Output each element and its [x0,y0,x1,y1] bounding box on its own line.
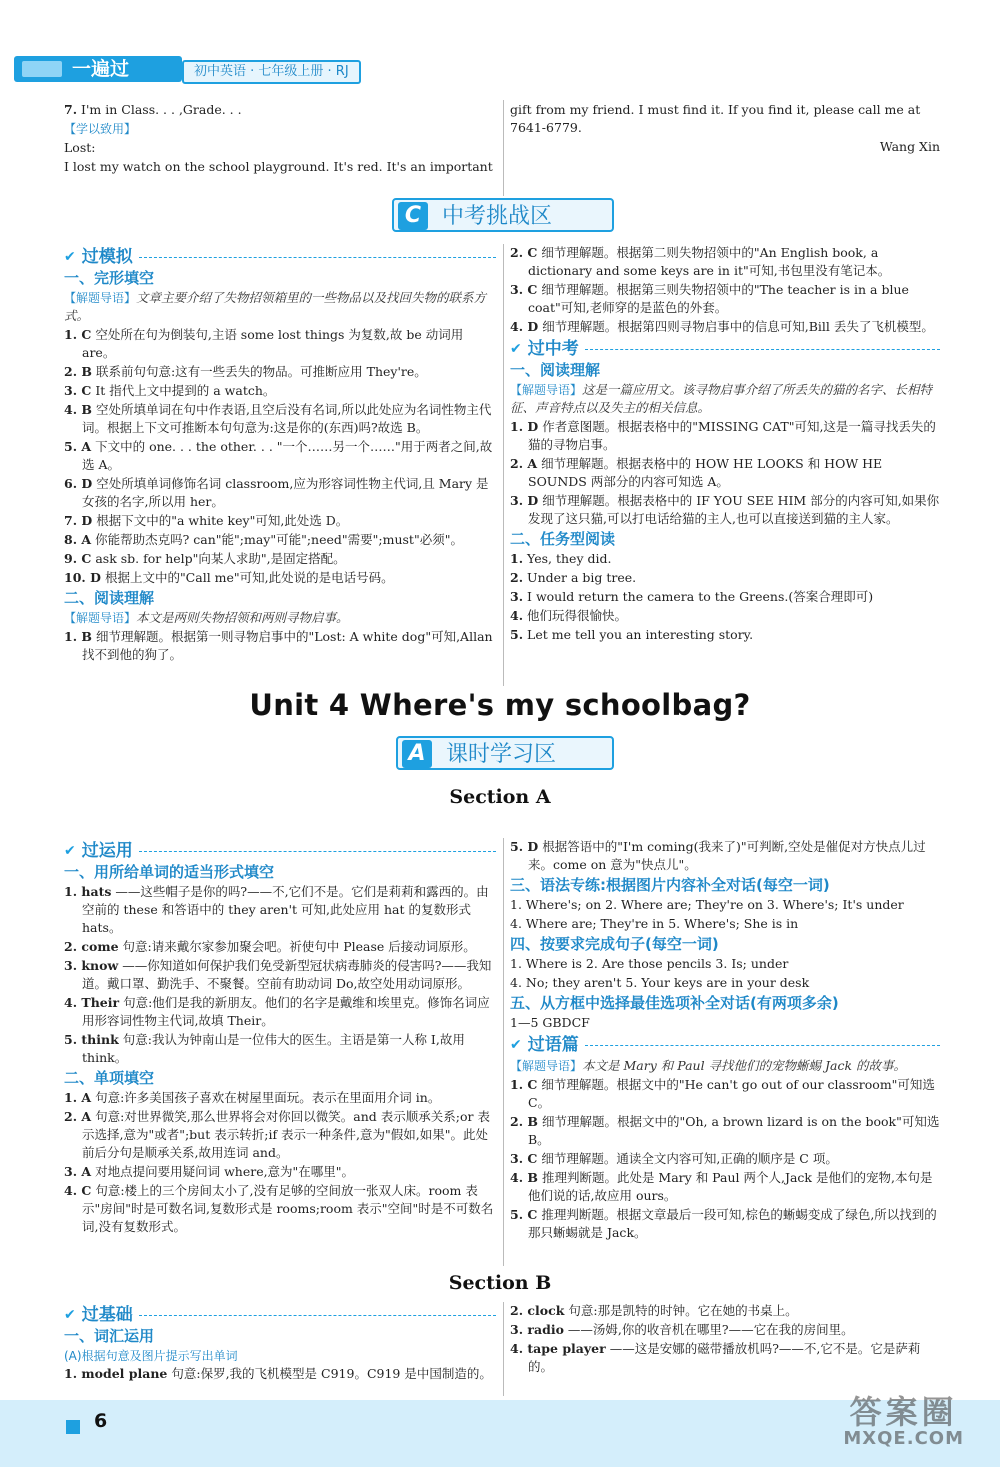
page-header [0,0,1000,90]
answer-text: 细节理解题。根据表格中的 IF YOU SEE HIM 部分的内容可知,如果你发现了这只猫,可以打电话给猫的主人,也可以直接送到猫的主人家。 [528,493,940,526]
answer-number: 4. B [510,1170,538,1185]
guide-paragraph [64,289,496,325]
answer-text: 句意:我认为钟南山是一位伟大的医生。主语是第一人称 I,故用 think。 [82,1032,465,1065]
column-divider [503,100,504,196]
footer-square-icon [66,1420,80,1434]
answer-number: 2. A [510,456,538,471]
answer-number: 10. D [64,570,101,585]
answer-number: 5. C [510,1207,538,1222]
sub-heading: 二、阅读理解 [64,589,155,607]
answer-number: 2. B [64,364,92,379]
site-watermark [843,1393,964,1449]
answer-text: 作者意图题。根据表格中的"MISSING CAT"可知,这是一篇寻找丢失的猫的寻物启事。 [528,419,936,452]
line-text: I'm in Class. . . ,Grade. . . [81,102,242,117]
brand-logo [14,56,182,82]
answer-item [64,938,496,956]
answer-item [64,550,496,568]
answer-item [510,569,940,587]
answer-item [510,1340,940,1376]
answer-text: 4. No; they aren't 5. Your keys are in your desk [510,975,810,990]
line-text: I lost my watch on the school playground. It's red. It's an important [64,159,493,174]
watermark-domain: MXQE.COM [843,1428,964,1449]
answer-text: ——汤姆,你的收音机在哪里?——它在我的房间里。 [567,1322,854,1337]
answer-number: 1. C [510,1077,538,1092]
answer-text: 你能帮助杰克吗? can"能";may"可能";need"需要";must"必须"。 [95,532,463,547]
answer-number: 3. know [64,958,119,973]
guide-tag: 【解题导语】 [510,383,583,397]
answer-text: 根据答语中的"I'm coming(我来了)"可判断,空处是催促对方快点儿过来。come on 意为"快点儿"。 [528,839,926,872]
zone-c-label: 中考挑战区 [442,204,553,229]
guide-tag: 【解题导语】 [510,1059,583,1073]
sub-heading: 一、阅读理解 [510,361,601,379]
answer-number: 3. C [510,282,538,297]
answer-item [64,957,496,993]
answer-text: 空处所在句为倒装句,主语 some lost things 为复数,故 be 动词用 are。 [82,327,464,360]
answer-text: 1. Where is 2. Are those pencils 3. Is; under [510,956,789,971]
section-heading [64,1306,496,1324]
section-a-title: Section A [449,786,551,808]
answer-item [510,588,940,606]
answer-item [64,1108,496,1162]
answer-item [510,550,940,568]
guide-text: 本文是 Mary 和 Paul 寻找他们的宠物蜥蜴 Jack 的故事。 [582,1058,907,1073]
text-line [64,158,496,176]
block2-left [64,838,496,1237]
answer-number: 1. A [64,1090,92,1105]
guide-tag: 【解题导语】 [64,291,137,305]
answer-text: It 指代上文中提到的 a watch。 [95,383,276,398]
answer-text: 句意:请来戴尔家参加聚会吧。祈使句中 Please 后接动词原形。 [122,939,476,954]
answer-text: 4. Where are; They're in 5. Where's; She is in [510,916,799,931]
answer-item [510,915,940,933]
answer-number: 3. [510,589,524,604]
column-divider [503,838,504,1266]
answer-number: 1. B [64,629,92,644]
section-heading [510,340,940,358]
section-heading-text: 过运用 [81,841,133,861]
section-heading-text: 过中考 [527,339,579,359]
answer-number: 1. hats [64,884,112,899]
answer-number: 2. C [510,245,538,260]
answer-number: 3. D [510,493,539,508]
line-text: Lost: [64,140,96,155]
guide-tag: 【解题导语】 [64,611,137,625]
block1-right [510,244,940,645]
answer-text: 下文中的 one. . . the other. . . "一个……另一个……"用于两者之间,故选 A。 [82,439,493,472]
answer-item [510,1014,940,1032]
answer-item [510,974,940,992]
answer-text: 细节理解题。根据第一则寻物启事中的"Lost: A white dog"可知,Allan 找不到他的狗了。 [82,629,493,662]
answer-text: 句意:楼上的三个房间太小了,没有足够的空间放一张双人床。room 表示"房间"时是可数名词,复数形式是 rooms;room 表示"空间"时是不可数名词,没有复数形式。 [82,1183,494,1234]
answer-number: 1. D [510,419,539,434]
answer-number: 1. model plane [64,1366,168,1381]
dashed-rule [139,851,496,852]
answer-text: 推理判断题。根据文章最后一段可知,棕色的蜥蜴变成了绿色,所以找到的那只蜥蜴就是 Jack。 [528,1207,937,1240]
answer-number: 5. think [64,1032,119,1047]
answer-text: 句意:许多美国孩子喜欢在树屋里面玩。表示在里面用介词 in。 [95,1090,441,1105]
zone-c-letter: C [398,202,428,230]
answer-text: ask sb. for help"向某人求助",是固定搭配。 [95,551,346,566]
answer-item [64,1182,496,1236]
top-left-column [64,101,496,177]
check-icon: ✔ [64,1307,76,1323]
answer-text: ——你知道如何保护我们免受新型冠状病毒肺炎的侵害吗?——我知道。戴口罩、勤洗手、不聚餐。空前有助动词 Do,故空处用动词原形。 [82,958,492,991]
answer-number: 7. D [64,513,93,528]
answer-text: 1—5 GBDCF [510,1015,590,1030]
answer-text: 空处所填单词在句中作表语,且空后没有名词,所以此处应为名词性物主代词。根据上下文可推断本句句意为:这是你的(东西)吗?故选 B。 [82,402,492,435]
dashed-rule [585,1045,940,1046]
answer-text: 细节理解题。根据第三则失物招领中的"The teacher is in a blue coat"可知,老师穿的是蓝色的外套。 [528,282,909,315]
answer-number: 5. [510,627,524,642]
answer-text: Let me tell you an interesting story. [527,627,754,642]
answer-text: 推理判断题。此处是 Mary 和 Paul 两个人,Jack 是他们的宠物,本句是他们说的话,故应用 ours。 [528,1170,933,1203]
answer-text: Under a big tree. [527,570,637,585]
dashed-rule [139,257,496,258]
answer-text: ——这些帽子是你的吗?——不,它们不是。它们是莉莉和露西的。由空前的 these 和答语中的 they aren't 可知,此处应用 hat 的复数形式 hats。 [82,884,489,935]
answer-number: 3. C [510,1151,538,1166]
guide-paragraph [510,381,940,417]
section-heading-text: 过模拟 [81,247,133,267]
watermark-logo: 答案圈 [849,1393,958,1431]
answer-number: 2. clock [510,1303,565,1318]
unit-title: Unit 4 Where's my schoolbag? [249,688,751,722]
text-line [64,101,496,119]
answer-item [510,418,940,454]
apply-tag: 【学以致用】 [64,122,137,136]
answer-number: 2. B [510,1114,538,1129]
answer-number: 3. radio [510,1322,564,1337]
sub-heading: 一、完形填空 [64,269,155,287]
answer-text: 细节理解题。根据表格中的 HOW HE LOOKS 和 HOW HE SOUNDS 两部分的内容可知选 A。 [528,456,883,489]
check-icon: ✔ [64,249,76,265]
answer-item [510,1321,940,1339]
block2-right [510,838,940,1243]
check-icon: ✔ [510,341,522,357]
answer-number: 5. D [510,839,539,854]
answer-item [64,363,496,381]
answer-text: 根据上文中的"Call me"可知,此处说的是电话号码。 [104,570,394,585]
answer-item [64,1163,496,1181]
answer-item [64,628,496,664]
answer-text: 1. Where's; on 2. Where are; They're on 3. Where's; It's under [510,897,904,912]
block3-left [64,1302,496,1384]
answer-text: 空处所填单词修饰名词 classroom,应为形容词性物主代词,且 Mary 是女孩的名字,所以用 her。 [82,476,489,509]
answer-number: 6. D [64,476,93,491]
answer-item [64,1031,496,1067]
answer-number: 5. A [64,439,92,454]
answer-text: 细节理解题。根据第二则失物招领中的"An English book, a dictionary and some keys are in it"可知,书包里没有笔记本。 [528,245,891,278]
answer-item [510,1206,940,1242]
answer-item [510,492,940,528]
guide-text: 这是一篇应用文。该寻物启事介绍了所丢失的猫的名字、长相特征、声音特点以及失主的相关信息。 [510,382,933,415]
answer-number: 8. A [64,532,92,547]
answer-item [510,626,940,644]
section-b-title: Section B [448,1272,552,1294]
answer-number: 4. B [64,402,92,417]
answer-number: 3. A [64,1164,92,1179]
guide-text: 文章主要介绍了失物招领箱里的一些物品以及找回失物的联系方式。 [64,290,487,323]
sub-heading: 一、用所给单词的适当形式填空 [64,863,275,881]
top-right-column [510,101,940,157]
zone-a-banner [396,736,614,770]
section-heading-text: 过语篇 [527,1035,579,1055]
answer-number: 2. A [64,1109,92,1124]
answer-text: ——这是安娜的磁带播放机吗?——不,它不是。它是萨莉的。 [528,1341,921,1374]
answer-item [64,382,496,400]
zone-c-banner [392,198,614,232]
answer-number: 3. C [64,383,92,398]
answer-item [510,244,940,280]
answer-number: 4. C [64,1183,92,1198]
answer-number: 2. come [64,939,119,954]
answer-item [510,281,940,317]
answer-item [510,1076,940,1112]
sub-heading: 三、语法专练:根据图片内容补全对话(每空一词) [510,876,830,894]
answer-item [64,569,496,587]
logo-mark-icon [22,61,62,77]
answer-item [510,318,940,336]
answer-item [64,512,496,530]
dashed-rule [139,1315,496,1316]
answer-number: 4. D [510,319,539,334]
answer-item [64,326,496,362]
answer-item [510,1113,940,1149]
answer-item [510,1302,940,1320]
page-number: 6 [94,1410,108,1432]
dashed-rule [585,349,940,350]
answer-text: 细节理解题。通读全文内容可知,正确的顺序是 C 项。 [541,1151,838,1166]
section-heading [64,842,496,860]
text-line [64,139,496,157]
zone-a-letter: A [402,740,432,768]
section-heading [510,1036,940,1054]
answer-number: 1. C [64,327,92,342]
sub-heading: 一、词汇运用 [64,1327,155,1345]
answer-item [510,838,940,874]
text-line: gift from my friend. I must find it. If you find it, please call me at 7641-6779. [510,102,921,135]
answer-item [510,955,940,973]
block3-right [510,1302,940,1377]
answer-text: Yes, they did. [527,551,612,566]
answer-item [510,1169,940,1205]
answer-item [64,1089,496,1107]
logo-text: 一遍过 [72,58,130,80]
answer-item [64,438,496,474]
answer-item [64,994,496,1030]
answer-item [510,1150,940,1168]
answer-text: 句意:他们是我的新朋友。他们的名字是戴维和埃里克。修饰名词应用形容词性物主代词,故填 Their。 [82,995,490,1028]
answer-text: 细节理解题。根据文中的"He can't go out of our classroom"可知选 C。 [528,1077,935,1110]
check-icon: ✔ [64,843,76,859]
sub-heading: 二、单项填空 [64,1069,155,1087]
sub-heading: 四、按要求完成句子(每空一词) [510,935,719,953]
check-icon: ✔ [510,1037,522,1053]
answer-item [64,401,496,437]
answer-item [510,896,940,914]
series-label: 初中英语 · 七年级上册 · RJ [182,60,361,84]
guide-paragraph [510,1057,940,1075]
section-heading-text: 过基础 [81,1305,133,1325]
zone-a-label: 课时学习区 [446,742,557,767]
answer-text: 细节理解题。根据第四则寻物启事中的信息可知,Bill 丢失了飞机模型。 [542,319,934,334]
answer-text: 细节理解题。根据文中的"Oh, a brown lizard is on the book"可知选 B。 [528,1114,940,1147]
answer-number: 4. [510,608,524,623]
answer-number: 1. [510,551,524,566]
sub-sub-heading: (A)根据句意及图片提示写出单词 [64,1349,238,1363]
answer-number: 9. C [64,551,92,566]
sub-heading: 二、任务型阅读 [510,530,616,548]
answer-number: 2. [510,570,524,585]
answer-text: 句意:保罗,我的飞机模型是 C919。C919 是中国制造的。 [171,1366,492,1381]
sub-heading: 五、从方框中选择最佳选项补全对话(有两项多余) [510,994,839,1012]
answer-text: I would return the camera to the Greens.(答案合理即可) [527,589,874,604]
block1-left [64,244,496,665]
section-heading [64,248,496,266]
answer-text: 他们玩得很愉快。 [527,608,628,623]
answer-number: 4. Their [64,995,120,1010]
answer-item [64,531,496,549]
column-divider [503,1302,504,1396]
text-line: Wang Xin [879,139,940,154]
answer-item [510,607,940,625]
answer-item [64,1365,496,1383]
column-divider [503,244,504,686]
answer-text: 句意:那是凯特的时钟。它在她的书桌上。 [568,1303,798,1318]
answer-text: 句意:对世界微笑,那么世界将会对你回以微笑。and 表示顺承关系;or 表示选择,意为"或者";but 表示转折;if 表示一种条件,意为"假如,如果"。此处前后分句是顺承关系,故用连词 and。 [82,1109,490,1160]
guide-text: 本文是两则失物招领和两则寻物启事。 [136,610,349,625]
answer-item [64,475,496,511]
answer-item [510,455,940,491]
answer-item [64,883,496,937]
answer-text: 对地点提问要用疑问词 where,意为"在哪里"。 [95,1164,355,1179]
answer-text: 联系前句句意:这有一些丢失的物品。可推断应用 They're。 [95,364,427,379]
answer-text: 根据下文中的"a white key"可知,此处选 D。 [96,513,349,528]
guide-paragraph [64,609,496,627]
answer-number: 4. tape player [510,1341,606,1356]
item-number: 7. [64,102,78,117]
